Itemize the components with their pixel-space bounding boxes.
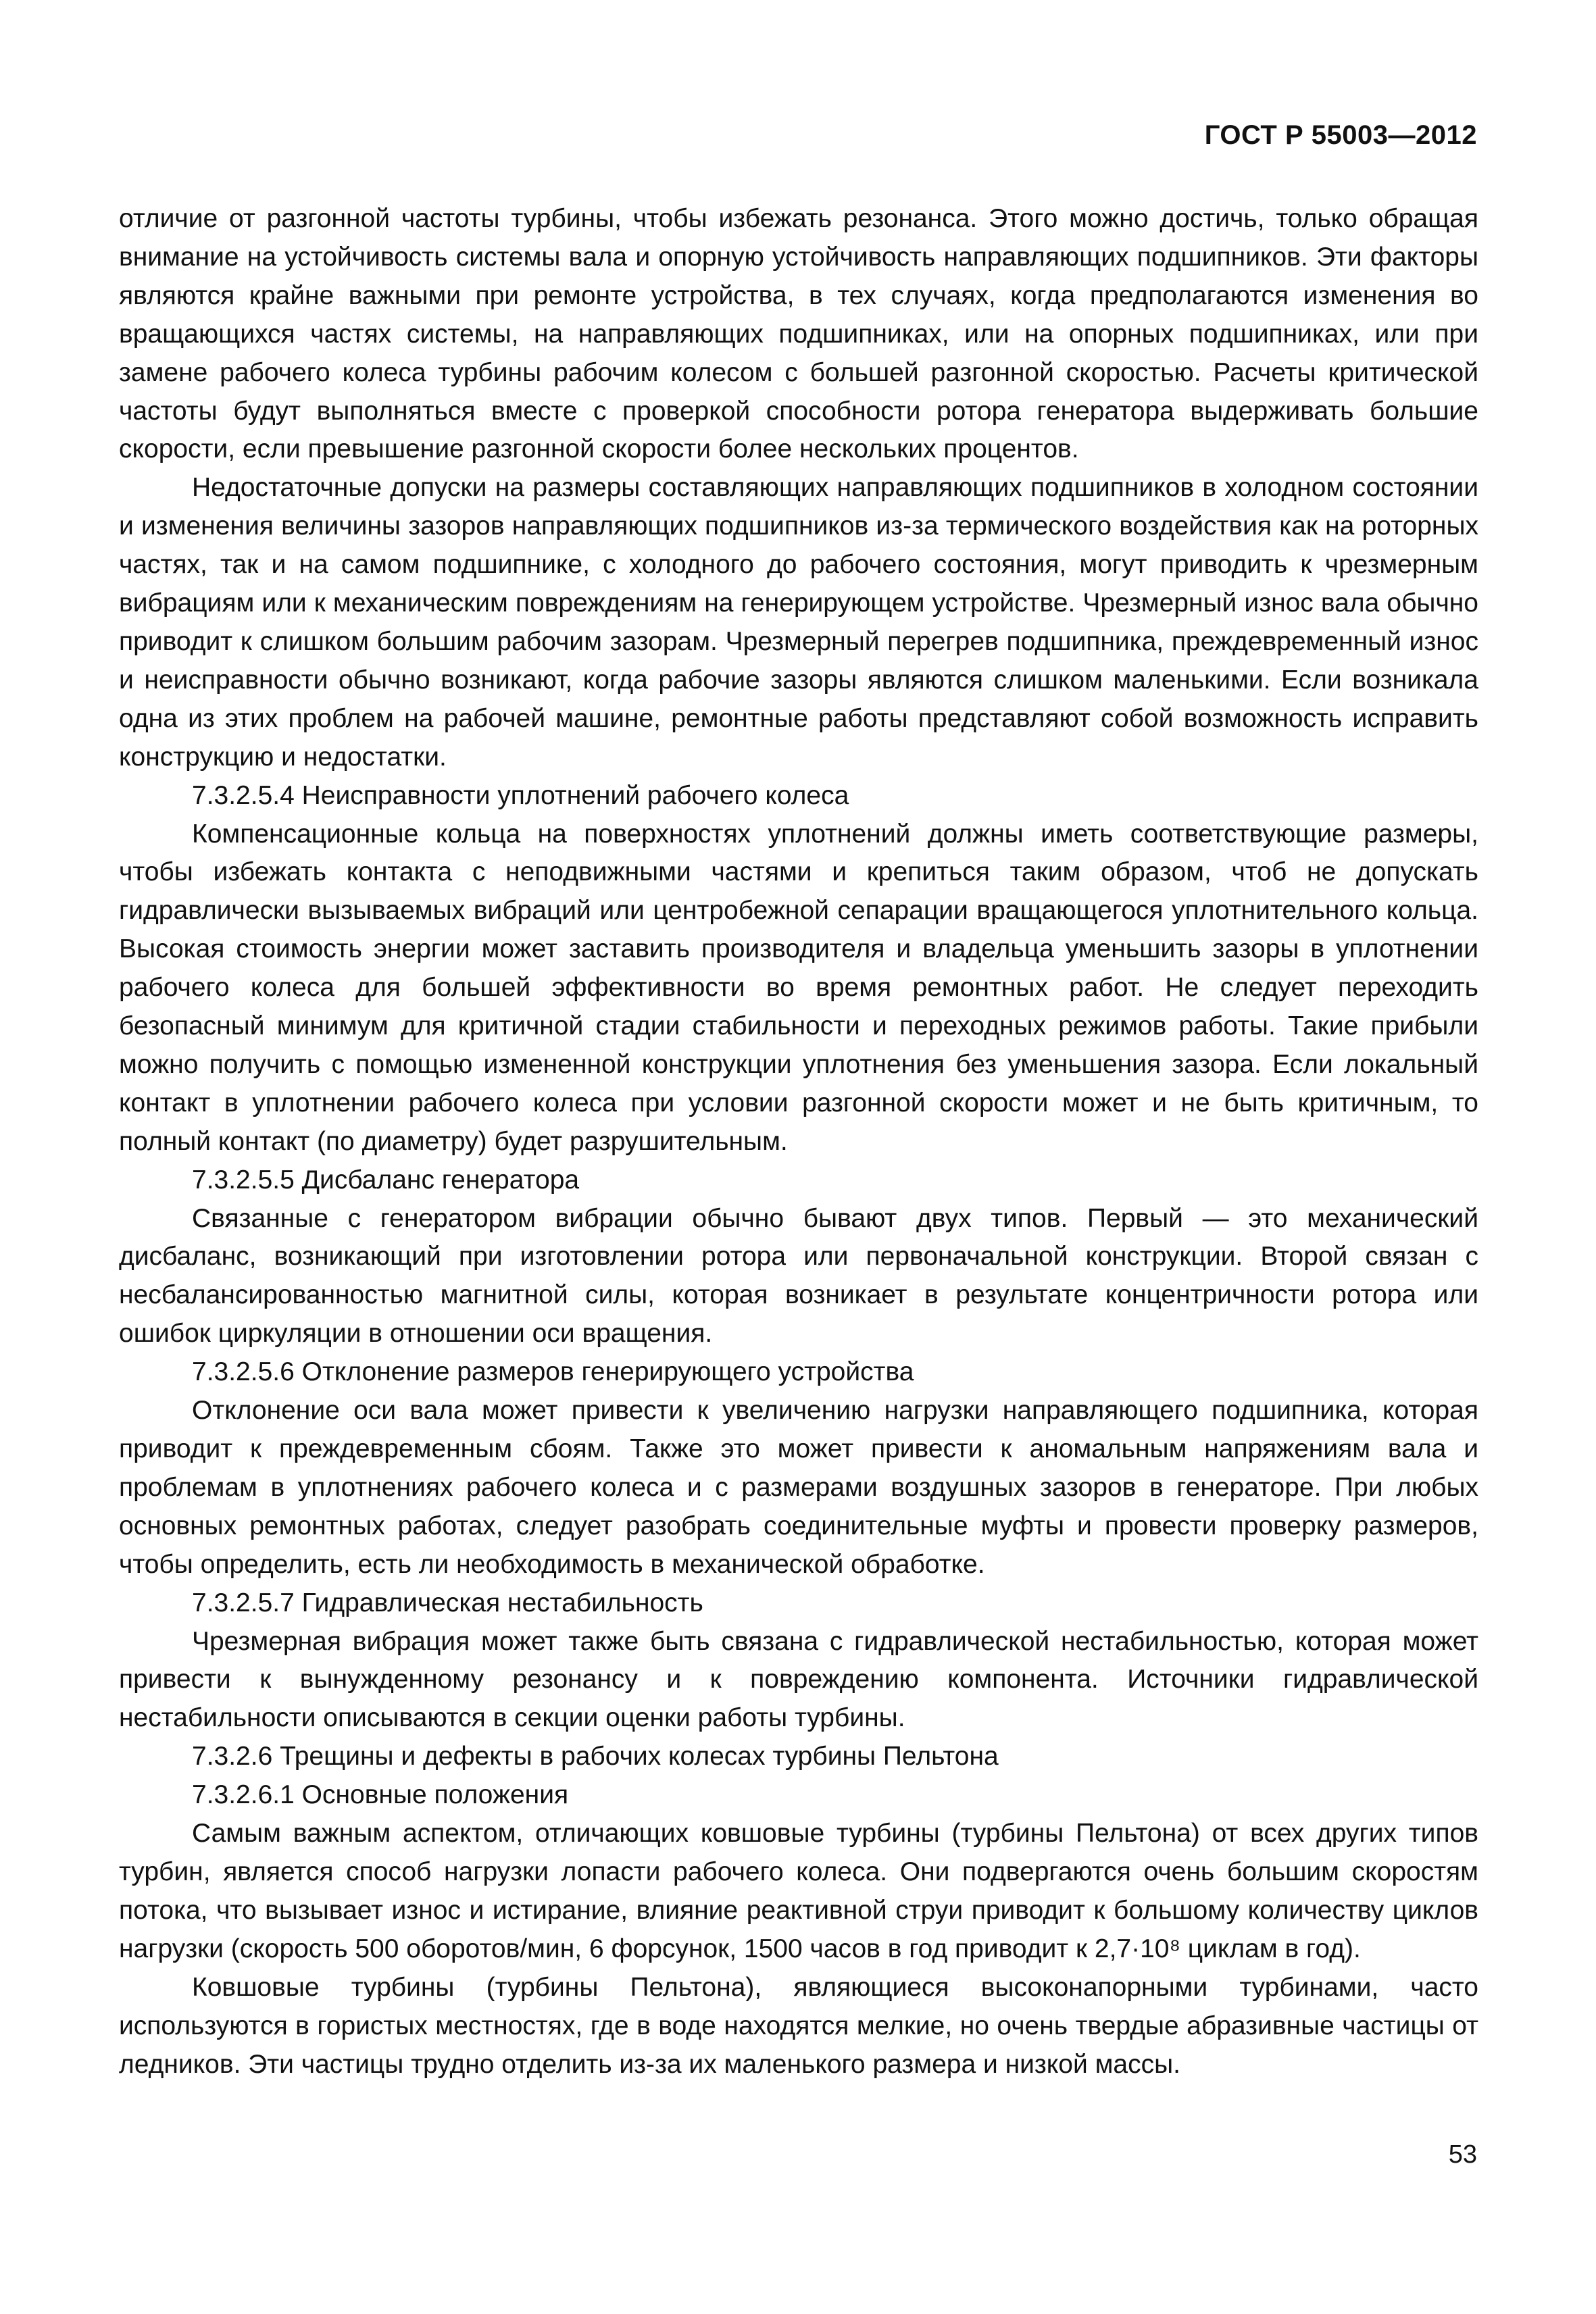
section-heading: 7.3.2.6 Трещины и дефекты в рабочих колесах турбины Пельтона <box>192 1742 999 1771</box>
section-heading: 7.3.2.5.7 Гидравлическая нестабильность <box>192 1588 703 1617</box>
paragraph: Чрезмерная вибрация может также быть связана с гидравлической нестабильностью, которая может привести к вынужденному резонансу и к повреждению компонента. Источники гидравлической нестабильности описываются в секции оценки работы турбины. <box>119 1626 1478 1733</box>
section-heading: 7.3.2.5.5 Дисбаланс генератора <box>192 1165 580 1194</box>
page-number: 53 <box>1448 2140 1477 2169</box>
paragraph: Отклонение оси вала может привести к увеличению нагрузки направляющего подшипника, которая приводит к преждевременным сбоям. Также это может привести к аномальным напряжениям вала и проблемам в уплотнениях рабочего колеса и с размерами воздушных зазоров в генераторе. При любых основных ремонтных работах, следует разобрать соединительные муфты и провести проверку размеров, чтобы определить, есть ли необходимость в механической обработке. <box>119 1396 1478 1579</box>
paragraph: Связанные с генератором вибрации обычно бывают двух типов. Первый — это механический дисбаланс, возникающий при изготовлении ротора или первоначальной конструкции. Второй связан с несбалансированностью магнитной силы, которая возникает в результате концентричности ротора или ошибок циркуляции в отношении оси вращения. <box>119 1203 1478 1349</box>
body-text <box>119 200 1478 2084</box>
paragraph: Недостаточные допуски на размеры составляющих направляющих подшипников в холодном состоянии и изменения величины зазоров направляющих подшипников из-за термического воздействия как на роторных частях, так и на самом подшипнике, с холодного до рабочего состояния, могут приводить к чрезмерным вибрациям или к механическим повреждениям на генерирующем устройстве. Чрезмерный износ вала обычно приводит к слишком большим рабочим зазорам. Чрезмерный перегрев подшипника, преждевременный износ и неисправности обычно возникают, когда рабочие зазоры являются слишком маленькими. Если возникала одна из этих проблем на рабочей машине, ремонтные работы представляют собой возможность исправить конструкцию и недостатки. <box>119 473 1478 772</box>
section-heading: 7.3.2.5.6 Отклонение размеров генерирующего устройства <box>192 1357 914 1387</box>
paragraph: Самым важным аспектом, отличающих ковшовые турбины (турбины Пельтона) от всех других типов турбин, является способ нагрузки лопасти рабочего колеса. Они подвергаются очень большим скоростям потока, что вызывает износ и истирание, влияние реактивной струи приводит к большому количеству циклов нагрузки (скорость 500 оборотов/мин, 6 форсунок, 1500 часов в год приводит к 2,7·10⁸ циклам в год). <box>119 1819 1478 1963</box>
paragraph: Компенсационные кольца на поверхностях уплотнений должны иметь соответствующие размеры, чтобы избежать контакта с неподвижными частями и крепиться таким образом, чтоб не допускать гидравлически вызываемых вибраций или центробежной сепарации вращающегося уплотнительного кольца. Высокая стоимость энергии может заставить производителя и владельца уменьшить зазоры в уплотнении рабочего колеса для большей эффективности во время ремонтных работ. Не следует переходить безопасный минимум для критичной стадии стабильности и переходных режимов работы. Такие прибыли можно получить с помощью измененной конструкции уплотнения без уменьшения зазора. Если локальный контакт в уплотнении рабочего колеса при условии разгонной скорости может и не быть критичным, то полный контакт (по диаметру) будет разрушительным. <box>119 819 1478 1156</box>
section-heading: 7.3.2.5.4 Неисправности уплотнений рабочего колеса <box>192 780 849 810</box>
paragraph-continuation: отличие от разгонной частоты турбины, чтобы избежать резонанса. Этого можно достичь, только обращая внимание на устойчивость системы вала и опорную устойчивость направляющих подшипников. Эти факторы являются крайне важными при ремонте устройства, в тех случаях, когда предполагаются изменения во вращающихся частях системы, на направляющих подшипниках, или на опорных подшипниках, или при замене рабочего колеса турбины рабочим колесом с большей разгонной скоростью. Расчеты критической частоты будут выполняться вместе с проверкой способности ротора генератора выдерживать большие скорости, если превышение разгонной скорости более нескольких процентов. <box>119 204 1478 464</box>
section-heading: 7.3.2.6.1 Основные положения <box>192 1780 569 1810</box>
document-header: ГОСТ Р 55003—2012 <box>1204 120 1477 150</box>
paragraph: Ковшовые турбины (турбины Пельтона), являющиеся высоконапорными турбинами, часто используются в гористых местностях, где в воде находятся мелкие, но очень твердые абразивные частицы от ледников. Эти частицы трудно отделить из-за их маленького размера и низкой массы. <box>119 1972 1478 2079</box>
